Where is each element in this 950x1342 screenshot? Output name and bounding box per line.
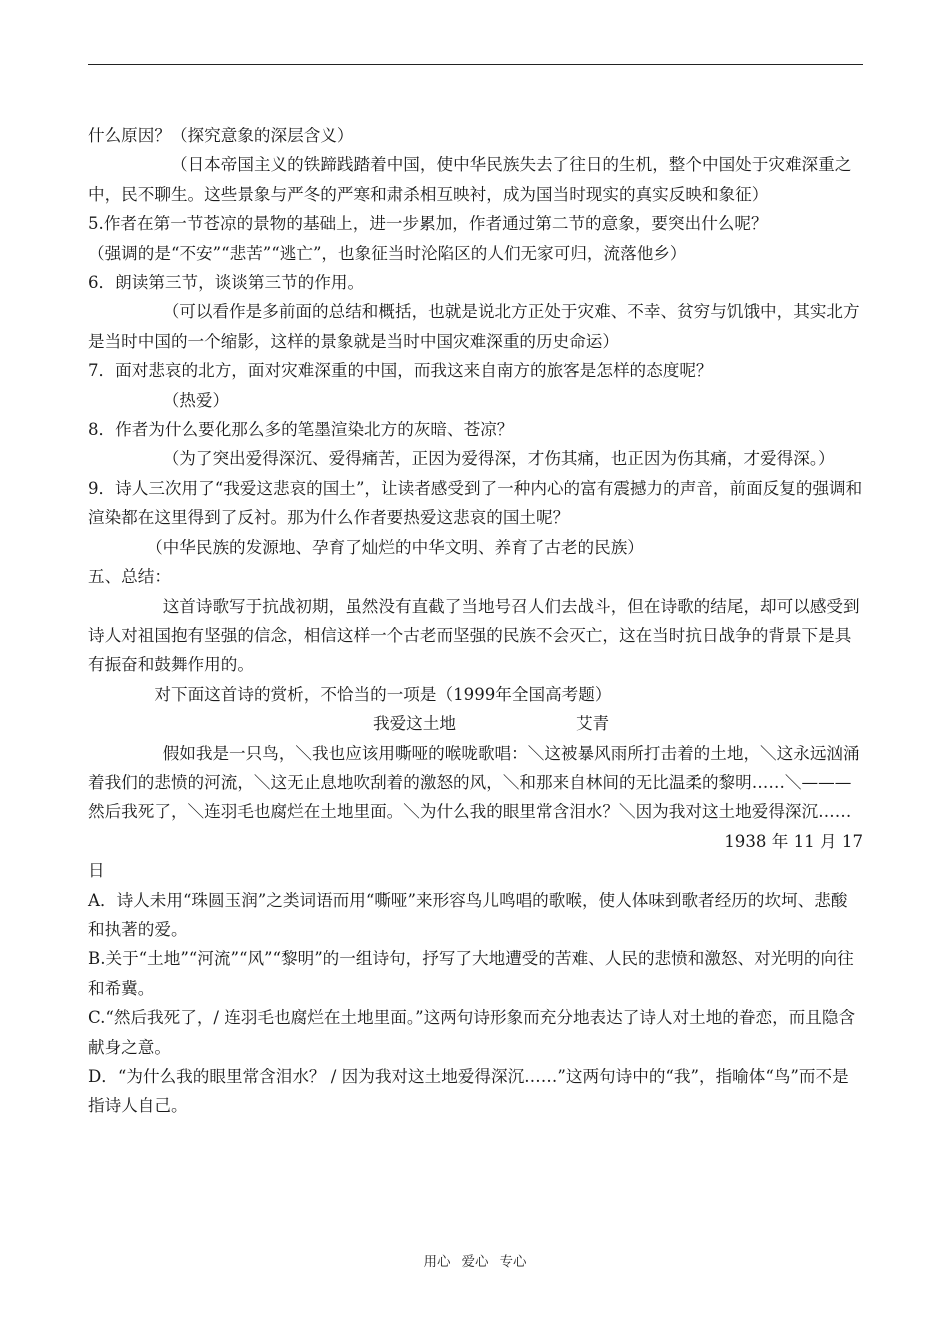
summary-paragraph: 这首诗歌写于抗战初期，虽然没有直截了当地号召人们去战斗，但在诗歌的结尾，却可以感受到诗人对祖国抱有坚强的信念，相信这样一个古老而坚强的民族不会灭亡，这在当时抗日战争的背景下是具有振奋和鼓舞作用的。: [88, 596, 860, 675]
option-c: C.“然后我死了，/ 连羽毛也腐烂在土地里面。”这两句诗形象而充分地表达了诗人对土地的眷恋，而且隐含献身之意。: [88, 1008, 856, 1057]
document-body: [88, 121, 863, 1121]
option-b: B.关于“土地”“河流”“风”“黎明”的一组诗句，抒写了大地遭受的苦难、人民的悲愤和激怒、对光明的向往和希冀。: [88, 949, 854, 998]
poem-text: 假如我是一只鸟，＼我也应该用嘶哑的喉咙歌唱：＼这被暴风雨所打击着的土地，＼这永远汹涌着我们的悲愤的河流，＼这无止息地吹刮着的激怒的风，＼和那来自林间的无比温柔的黎明……＼———然后我死了，＼连羽毛也腐烂在土地里面。＼为什么我的眼里常含泪水？＼因为我对这土地爱得深沉……: [88, 743, 860, 822]
option-a: A．诗人未用“珠圆玉润”之类词语而用“嘶哑”来形容鸟儿鸣唱的歌喉，使人体味到歌者经历的坎坷、悲酸和执著的爱。: [88, 890, 848, 939]
section-heading: 五、总结：: [88, 567, 171, 587]
poem-date: 1938 年 11 月 17: [724, 831, 863, 851]
exercise-prompt: 对下面这首诗的赏析，不恰当的一项是（1999年全国高考题）: [154, 684, 612, 704]
poem-heading: [88, 709, 863, 738]
poem-title: 我爱这土地: [373, 714, 456, 734]
question-8: 8．作者为什么要化那么多的笔墨渲染北方的灰暗、苍凉？: [88, 420, 514, 440]
paragraph: 什么原因？（探究意象的深层含义）: [88, 126, 354, 145]
header-rule: [88, 64, 863, 65]
answer-paragraph: （中华民族的发源地、孕育了灿烂的中华文明、养育了古老的民族）: [146, 537, 644, 557]
answer-paragraph: （热爱）: [162, 390, 230, 410]
question-9: 9．诗人三次用了“我爱这悲哀的国土”，让读者感受到了一种内心的富有震撼力的声音，前面反复的强调和渲染都在这里得到了反衬。那为什么作者要热爱这悲哀的国土呢？: [88, 478, 863, 528]
answer-paragraph: （强调的是“不安”“悲苦”“逃亡”，也象征当时沦陷区的人们无家可归，流落他乡）: [88, 243, 687, 263]
page-footer: 用心 爱心 专心: [423, 1254, 527, 1270]
answer-paragraph: （为了突出爱得深沉、爱得痛苦，正因为爱得深，才伤其痛，也正因为伤其痛，才爱得深。）: [162, 449, 835, 469]
question-7: 7．面对悲哀的北方，面对灾难深重的中国，而我这来自南方的旅客是怎样的态度呢？: [88, 361, 713, 381]
question-5: 5.作者在第一节苍凉的景物的基础上，进一步累加，作者通过第二节的意象，要突出什么呢？: [88, 214, 768, 234]
answer-paragraph: （可以看作是多前面的总结和概括，也就是说北方正处于灾难、不幸、贫穷与饥饿中，其实北方是当时中国的一个缩影，这样的景象就是当时中国灾难深重的历史命运）: [88, 302, 860, 351]
option-d: D．“为什么我的眼里常含泪水？ / 因为我对这土地爱得深沉……”这两句诗中的“我”，指喻体“鸟”而不是指诗人自己。: [88, 1067, 849, 1116]
question-6: 6．朗读第三节，谈谈第三节的作用。: [88, 273, 365, 293]
poem-author: 艾青: [575, 714, 610, 734]
poem-date-tail: 日: [88, 861, 105, 881]
answer-paragraph: （日本帝国主义的铁蹄践踏着中国，使中华民族失去了往日的生机，整个中国处于灾难深重之中，民不聊生。这些景象与严冬的严寒和肃杀相互映衬，成为国当时现实的真实反映和象征）: [88, 155, 852, 204]
